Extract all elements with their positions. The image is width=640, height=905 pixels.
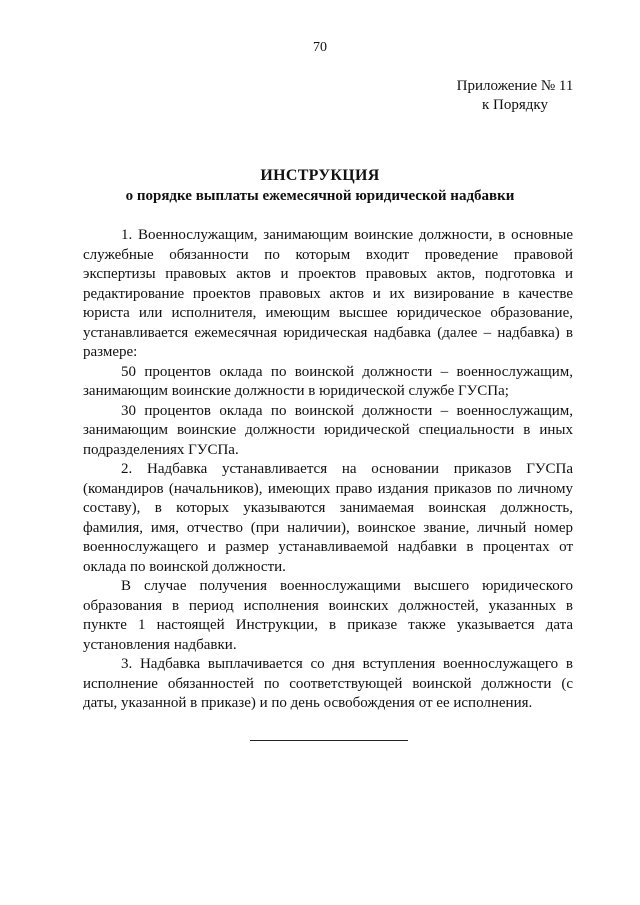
document-title: ИНСТРУКЦИЯ xyxy=(260,167,380,184)
paragraph-5: В случае получения военнослужащими высшего юридического образования в период исполнения воинских должностей, указанных в пункте 1 настоящей Инструкции, в приказе также указывается дата установления надбавки. xyxy=(83,578,573,653)
appendix-reference xyxy=(420,77,610,115)
paragraph-6: 3. Надбавка выплачивается со дня вступления военнослужащего в исполнение обязанностей по соответствующей воинской должности (с даты, указанной в приказе) и по день освобождения от ее исполнения. xyxy=(83,656,573,711)
appendix-line-2: к Порядку xyxy=(482,97,548,113)
page-number: 70 xyxy=(313,40,327,55)
paragraph-2: 50 процентов оклада по воинской должности – военнослужащим, занимающим воинские должности в юридической службе ГУСПа; xyxy=(83,363,573,399)
paragraph-4: 2. Надбавка устанавливается на основании приказов ГУСПа (командиров (начальников), имеющих право издания приказов по личному составу), в которых указываются занимаемая воинская должность, фамилия, имя, отчество (при наличии), воинское звание, личный номер военнослужащего и размер устанавливаемой надбавки в процентах от оклада по воинской должности. xyxy=(83,461,573,575)
document-body xyxy=(83,226,573,714)
closing-divider xyxy=(250,740,408,741)
paragraph-1: 1. Военнослужащим, занимающим воинские должности, в основные служебные обязанности по которым входит проведение правовой экспертизы правовых актов и проектов правовых актов, подготовка и редактирование проектов правовых актов и их визирование в качестве юриста или исполнителя, имеющим высшее юридическое образование, устанавливается ежемесячная юридическая надбавка (далее – надбавка) в размере: xyxy=(83,227,573,360)
appendix-line-1: Приложение № 11 xyxy=(456,78,574,94)
paragraph-3: 30 процентов оклада по воинской должности – военнослужащим, занимающим воинские должности юридической специальности в иных подразделениях ГУСПа. xyxy=(83,402,573,458)
document-subtitle: о порядке выплаты ежемесячной юридической надбавки xyxy=(125,188,515,204)
